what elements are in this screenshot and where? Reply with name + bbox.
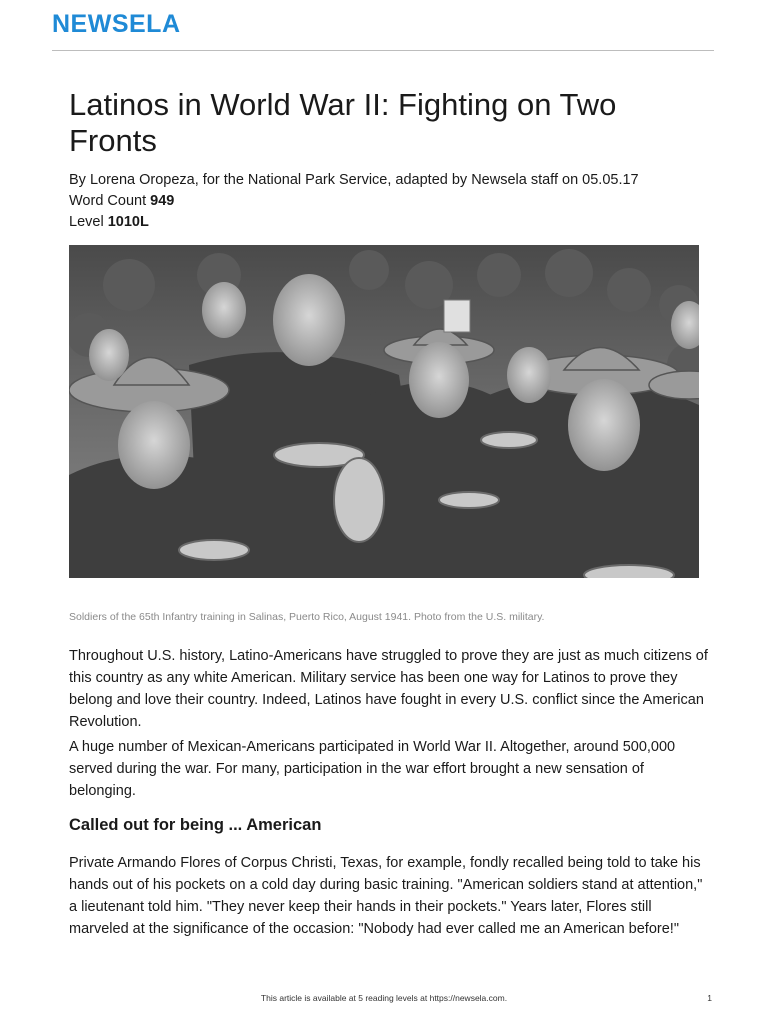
article-title: Latinos in World War II: Fighting on Two Fronts [69,87,617,158]
paragraph-2: A huge number of Mexican-Americans participated in World War II. Altogether, around 500,000 served during the war. For many, participation in the war effort brought a new sensation of belonging. [69,739,676,799]
photo-caption: Soldiers of the 65th Infantry training in Salinas, Puerto Rico, August 1941. Photo from the U.S. military. [69,611,545,623]
word-count [69,191,174,211]
paragraph-3: Private Armando Flores of Corpus Christi, Texas, for example, fondly recalled being told to take his hands out of his pockets on a cold day during basic training. "American soldiers stand at attention," a lieutenant told him. "They never keep their hands in their pockets." Years later, Flores still marveled at the significance of the occasion: "Nobody had ever called me an American before!" [69,855,703,937]
article-byline: By Lorena Oropeza, for the National Park Service, adapted by Newsela staff on 05.05.17 [69,172,639,188]
section-heading: Called out for being ... American [69,816,322,834]
reading-level-label: Level [69,214,104,230]
word-count-value: 949 [150,193,175,209]
reading-level [69,212,149,232]
header-divider [52,50,714,51]
soldiers-photo-illustration [69,245,699,578]
page-number: 1 [707,993,712,1003]
newsela-logo[interactable]: NEWSELA [52,10,181,38]
paragraph-1: Throughout U.S. history, Latino-Americans have struggled to prove they are just as much citizens of this country as any white American. Military service has been one way for Latinos to prove they belong and love their country. Indeed, Latinos have fought in every U.S. conflict since the American Revolution. [69,648,708,730]
word-count-label: Word Count [69,193,147,209]
reading-level-value: 1010L [107,214,149,230]
footer-note: This article is available at 5 reading levels at https://newsela.com. [260,993,508,1003]
article-photo [69,245,699,578]
